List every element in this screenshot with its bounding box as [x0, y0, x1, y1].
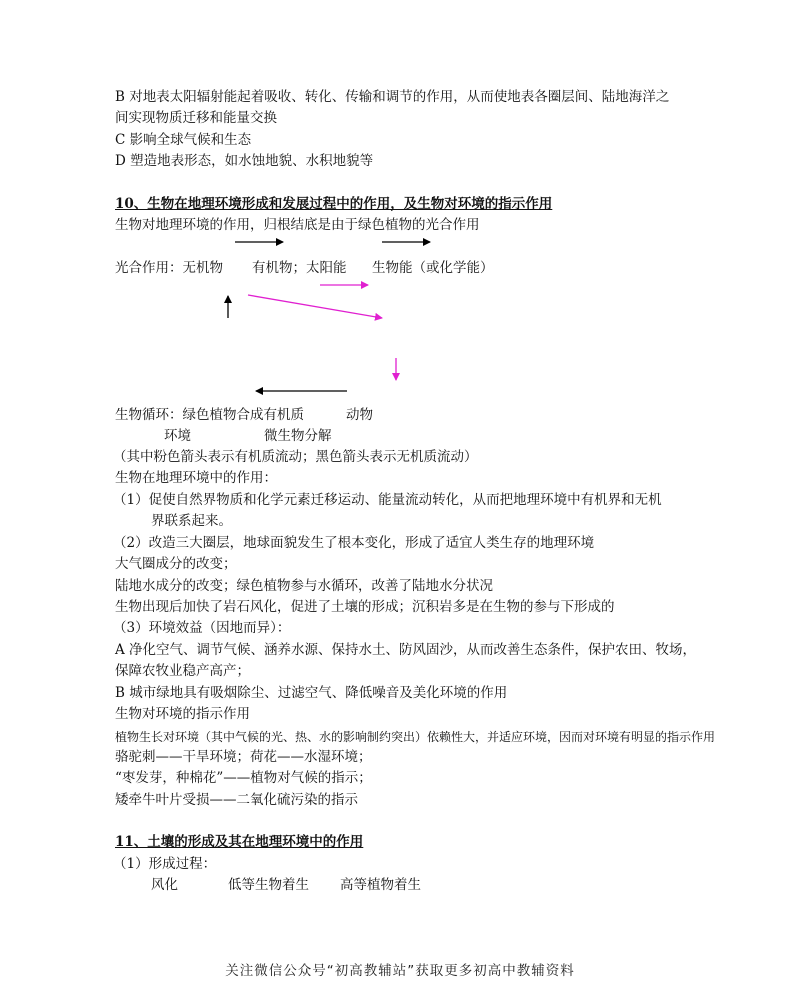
- text-line: 骆驼刺——干旱环境；荷花——水湿环境；: [115, 749, 372, 765]
- text-line: D 塑造地表形态，如水蚀地貌、水积地貌等: [115, 153, 374, 169]
- section-heading-11: 11、土壤的形成及其在地理环境中的作用: [115, 834, 364, 850]
- photosynthesis-organic: 有机物；太阳能: [252, 260, 347, 276]
- section-heading-10: 10、生物在地理环境形成和发展过程中的作用，及生物对环境的指示作用: [115, 196, 553, 212]
- text-line: （1）形成过程：: [113, 856, 217, 872]
- text-line: 间实现物质迁移和能量交换: [115, 110, 277, 126]
- cycle-environment: 环境: [164, 428, 191, 444]
- text-line: （2）改造三大圈层，地球面貌发生了根本变化，形成了适宜人类生存的地理环境: [113, 535, 595, 551]
- footer-promo: 关注微信公众号“初高教辅站”获取更多初高中教辅资料: [225, 963, 575, 979]
- text-line: “枣发芽，种棉花”——植物对气候的指示；: [115, 770, 372, 786]
- text-line-small: 植物生长对环境（其中气候的光、热、水的影响制约突出）依赖性大，并适应环境，因而对环境有明显的指示作用: [115, 730, 716, 744]
- text-line: （3）环境效益（因地而异）：: [113, 620, 291, 636]
- text-line: 界联系起来。: [151, 513, 232, 529]
- text-line: 生物对环境的指示作用: [115, 706, 250, 722]
- text-line: 生物出现后加快了岩石风化，促进了土壤的形成；沉积岩多是在生物的参与下形成的: [115, 599, 615, 615]
- photosynthesis-bioenergy: 生物能（或化学能）: [372, 260, 494, 276]
- cycle-animal: 动物: [346, 407, 373, 423]
- text-line: A 净化空气、调节气候、涵养水源、保持水土、防风固沙，从而改善生态条件，保护农田、牧场，: [115, 642, 697, 658]
- formation-weathering: 风化: [151, 877, 178, 893]
- arrow-pink-diagonal: [248, 295, 382, 318]
- text-line: 生物在地理环境中的作用：: [115, 470, 277, 486]
- photosynthesis-label: 光合作用：无机物: [115, 260, 223, 276]
- text-line: B 城市绿地具有吸烟除尘、过滤空气、降低噪音及美化环境的作用: [115, 685, 508, 701]
- cycle-microbe: 微生物分解: [264, 428, 332, 444]
- text-line: 矮牵牛叶片受损——二氧化硫污染的指示: [115, 792, 358, 808]
- arrow-legend-note: （其中粉色箭头表示有机质流动；黑色箭头表示无机质流动）: [113, 449, 478, 465]
- text-line: 保障农牧业稳产高产；: [115, 663, 250, 679]
- text-line: 大气圈成分的改变；: [115, 556, 237, 572]
- text-line: 陆地水成分的改变；绿色植物参与水循环，改善了陆地水分状况: [115, 578, 493, 594]
- text-line: B 对地表太阳辐射能起着吸收、转化、传输和调节的作用，从而使地表各圈层间、陆地海洋之: [115, 89, 670, 105]
- text-line: 生物对地理环境的作用，归根结底是由于绿色植物的光合作用: [115, 217, 480, 233]
- cycle-label: 生物循环：绿色植物合成有机质: [115, 407, 304, 423]
- text-line: C 影响全球气候和生态: [115, 132, 252, 148]
- formation-lower-organisms: 低等生物着生: [228, 877, 309, 893]
- formation-higher-plants: 高等植物着生: [340, 877, 421, 893]
- text-line: （1）促使自然界物质和化学元素迁移运动、能量流动转化，从而把地理环境中有机界和无机: [113, 492, 662, 508]
